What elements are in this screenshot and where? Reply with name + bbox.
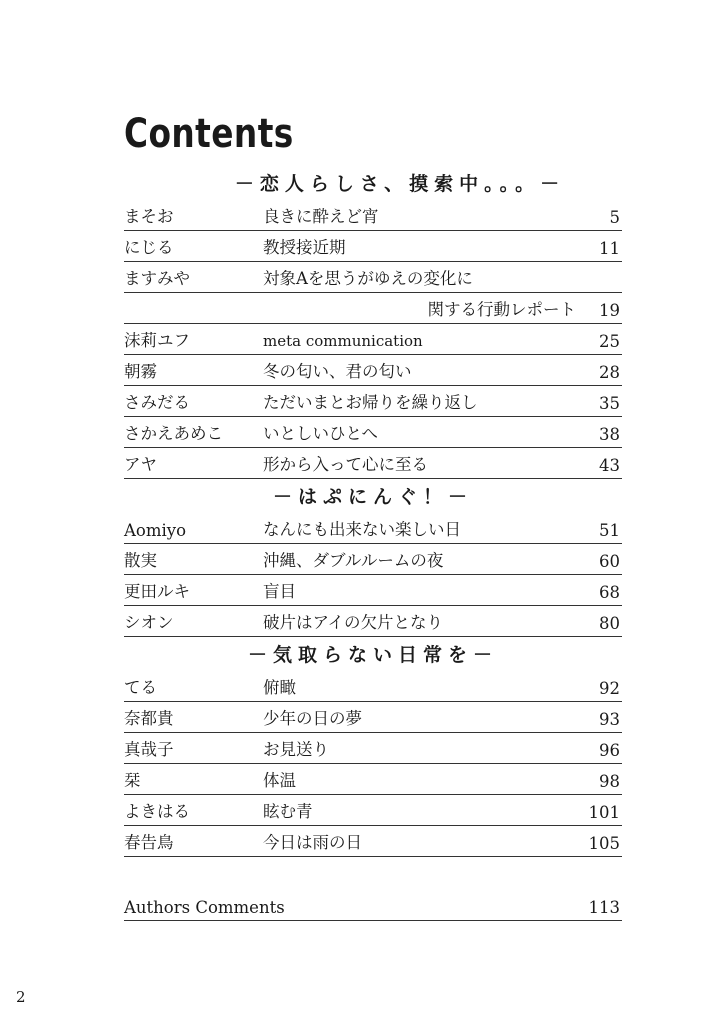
entry-author: 更田ルキ [124,582,190,601]
entry-title: 今日は雨の日 [263,833,362,852]
entry-page: 38 [599,425,620,444]
toc-entry [124,702,622,733]
entry-page: 101 [588,803,620,822]
entry-author: まそお [124,207,174,226]
entry-page: 98 [599,772,620,791]
entry-page: 113 [588,898,620,917]
entry-author: 沫莉ユフ [124,331,190,350]
entry-title: 沖縄、ダブルルームの夜 [263,551,444,570]
entry-title: 俯瞰 [263,678,296,697]
entry-author: よきはる [124,802,190,821]
entry-title: 関する行動レポート [427,300,576,319]
entry-author: 朝霧 [124,362,157,381]
entry-title: 冬の匂い、君の匂い [263,362,412,381]
toc-entry [124,606,622,637]
entry-author: 栞 [124,771,141,790]
entry-page: 93 [599,710,620,729]
toc-entry [124,671,622,702]
section-heading: －はぷにんぐ！－ [272,486,473,508]
toc-entry [124,355,622,386]
entry-author: 春告鳥 [124,833,174,852]
toc-entry [124,448,622,479]
entry-author: ますみや [124,269,190,288]
section-heading: －気取らない日常を－ [247,644,498,666]
entry-title: 良きに酔えど宵 [263,207,379,226]
entry-author: 奈都貴 [124,709,174,728]
entry-author: てる [124,678,157,697]
toc-entry [124,262,622,293]
toc-entry [124,575,622,606]
entry-title: 体温 [263,771,296,790]
page-number: 2 [16,988,26,1006]
toc-entry [124,386,622,417]
toc-entry [124,231,622,262]
entry-page: 43 [599,456,620,475]
entry-author: さかえあめこ [124,424,223,443]
entry-page: 92 [599,679,620,698]
entry-title: 盲目 [263,582,296,601]
entry-author: さみだる [124,393,190,412]
entry-page: 60 [599,552,620,571]
entry-author: にじる [124,238,174,257]
spacer [124,857,622,890]
entry-page: 28 [599,363,620,382]
entry-title: 少年の日の夢 [263,709,362,728]
entry-title: ただいまとお帰りを繰り返し [263,393,478,412]
entry-author: シオン [124,613,174,632]
entry-title: 形から入って心に至る [263,455,428,474]
page-title: Contents [124,111,294,157]
toc-entry-comments [124,890,622,921]
entry-page: 19 [599,301,620,320]
toc-entry [124,417,622,448]
entry-page: 105 [588,834,620,853]
entry-title: Authors Comments [124,898,285,917]
entry-author: アヤ [124,455,157,474]
entry-page: 35 [599,394,620,413]
entry-page: 5 [609,208,620,227]
entry-title: 教授接近期 [263,238,346,257]
entry-page: 80 [599,614,620,633]
toc-entry [124,513,622,544]
toc-entry-continuation [124,293,622,324]
entry-title: meta communication [263,332,423,350]
entry-page: 51 [599,521,620,540]
entry-title: 破片はアイの欠片となり [263,613,444,632]
section-heading: －恋人らしさ、摸索中。。。－ [234,173,566,195]
toc-entry [124,324,622,355]
entry-page: 11 [599,239,620,258]
entry-title: なんにも出来ない楽しい日 [263,520,461,539]
entry-author: Aomiyo [124,521,187,540]
toc-entry [124,795,622,826]
entry-page: 25 [599,332,620,351]
toc-entry [124,200,622,231]
toc-entry [124,733,622,764]
toc-entry [124,544,622,575]
entry-author: 散実 [124,551,157,570]
entry-page: 96 [599,741,620,760]
entry-page: 68 [599,583,620,602]
entry-title: いとしいひとへ [263,424,378,443]
toc-entry [124,764,622,795]
entry-title: お見送り [263,740,329,759]
table-of-contents [124,166,622,921]
entry-author: 真哉子 [124,740,174,759]
entry-title: 対象Aを思うがゆえの変化に [263,269,473,288]
entry-title: 眩む青 [263,802,313,821]
toc-entry [124,826,622,857]
